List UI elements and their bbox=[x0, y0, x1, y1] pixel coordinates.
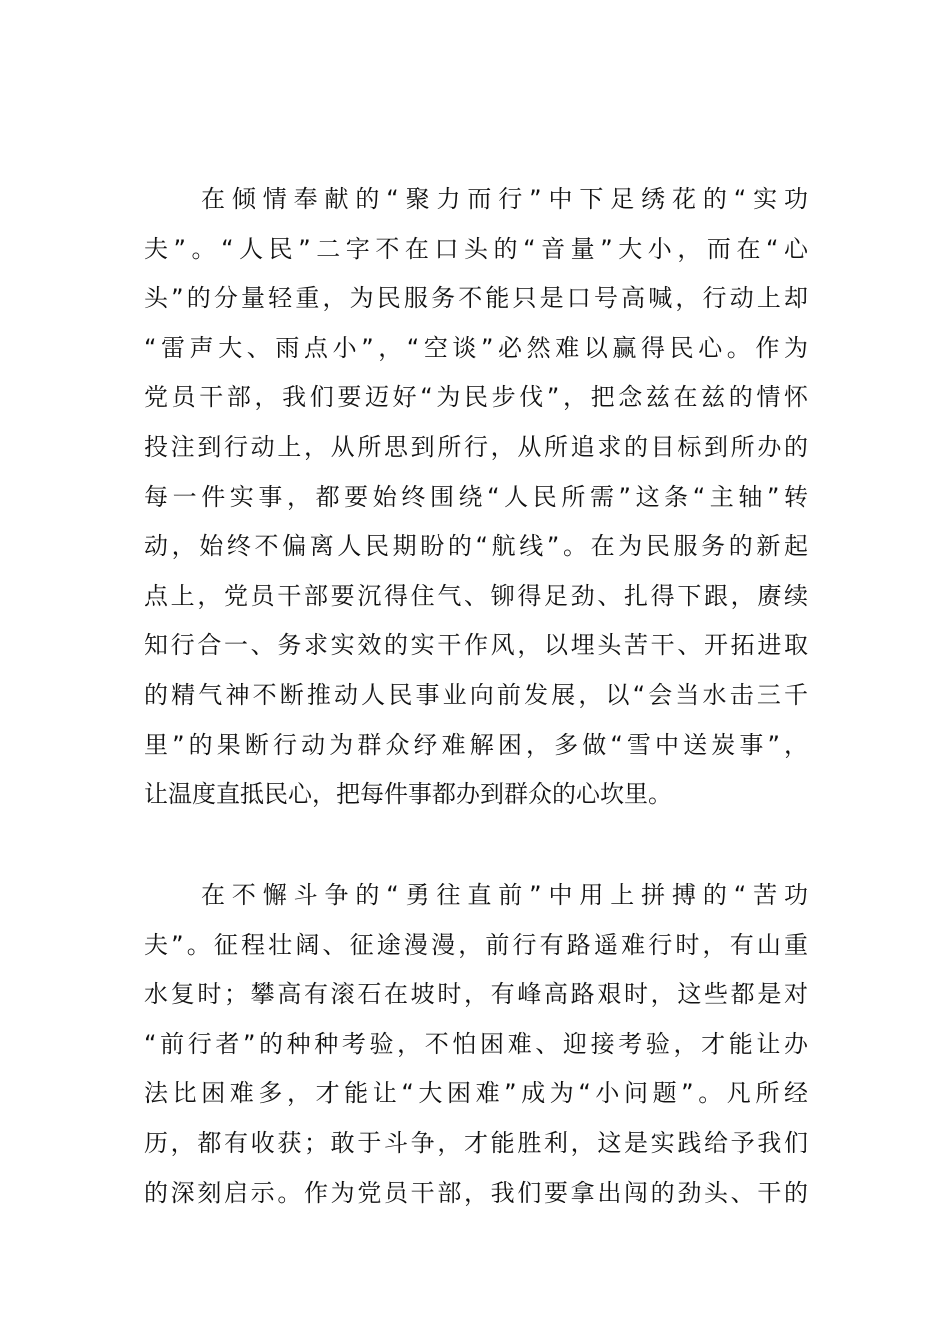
paragraph-line: 在不懈斗争的“勇往直前”中用上拼搏的“苦功 bbox=[201, 881, 808, 909]
paragraph-line: 的精气神不断推动人民事业向前发展，以“会当水击三千 bbox=[144, 680, 808, 709]
paragraph-line: 水复时；攀高有滚石在坡时，有峰高路艰时，这些都是对 bbox=[144, 980, 808, 1009]
paragraph-line: “雷声大、雨点小”，“空谈”必然难以赢得民心。作为 bbox=[144, 333, 808, 362]
paragraph-line: 动，始终不偏离人民期盼的“航线”。在为民服务的新起 bbox=[144, 532, 808, 561]
paragraph-line: 投注到行动上，从所思到所行，从所追求的目标到所办的 bbox=[144, 432, 808, 461]
paragraph-line: 每一件实事，都要始终围绕“人民所需”这条“主轴”转 bbox=[144, 482, 808, 511]
paragraph-line: 里”的果断行动为群众纾难解困，多做“雪中送炭事”， bbox=[144, 730, 808, 759]
paragraph-line: 党员干部，我们要迈好“为民步伐”，把念兹在兹的情怀 bbox=[144, 383, 808, 412]
paragraph-line: “前行者”的种种考验，不怕困难、迎接考验，才能让办 bbox=[144, 1029, 808, 1058]
paragraph-line: 点上，党员干部要沉得住气、铆得足劲、扎得下跟，赓续 bbox=[144, 581, 808, 610]
paragraph-1 bbox=[144, 175, 808, 820]
paragraph-line: 在倾情奉献的“聚力而行”中下足绣花的“实功 bbox=[201, 185, 808, 213]
paragraph-line: 头”的分量轻重，为民服务不能只是口号高喊，行动上却 bbox=[144, 284, 808, 313]
paragraph-line: 历，都有收获；敢于斗争，才能胜利，这是实践给予我们 bbox=[144, 1128, 808, 1157]
paragraph-line: 的深刻启示。作为党员干部，我们要拿出闯的劲头、干的 bbox=[144, 1178, 808, 1207]
paragraph-line: 法比困难多，才能让“大困难”成为“小问题”。凡所经 bbox=[144, 1079, 808, 1108]
paragraph-line: 让温度直抵民心，把每件事都办到群众的心坎里。 bbox=[144, 780, 672, 809]
paragraph-line: 夫”。“人民”二字不在口头的“音量”大小，而在“心 bbox=[144, 234, 808, 263]
paragraph-line: 夫”。征程壮阔、征途漫漫，前行有路遥难行时，有山重 bbox=[144, 930, 808, 959]
paragraph-line: 知行合一、务求实效的实干作风，以埋头苦干、开拓进取 bbox=[144, 631, 808, 660]
paragraph-2 bbox=[144, 871, 808, 1218]
